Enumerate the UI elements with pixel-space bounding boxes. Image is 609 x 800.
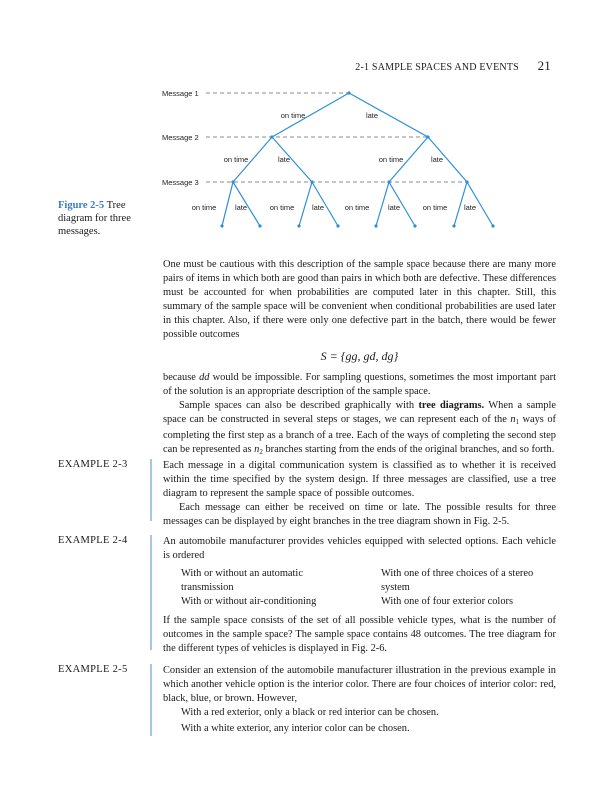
option-item: With or without an automatic transmission (181, 568, 303, 593)
example-rule (150, 535, 152, 650)
figure-caption-text: Tree diagram for three messages. (58, 200, 131, 237)
leaf-node (491, 224, 494, 227)
text-run: because (163, 372, 200, 383)
label-late: late (277, 155, 291, 164)
node (270, 135, 273, 138)
label-late: late (365, 111, 379, 120)
example-label: EXAMPLE 2-5 (58, 664, 128, 675)
label-late: late (387, 203, 401, 212)
subscript: 2 (259, 448, 263, 457)
page-number: 21 (537, 58, 551, 73)
leaf-node (374, 224, 377, 227)
section-title: 2-1 SAMPLE SPACES AND EVENTS (355, 62, 519, 73)
level-label-3: Message 3 (162, 178, 199, 187)
node (387, 180, 390, 183)
paragraph-3 (163, 399, 556, 459)
example-body (163, 459, 556, 529)
label-on-time: on time (378, 155, 404, 164)
options-list (181, 567, 556, 607)
text-run: would be impossible. For sampling questions, sometimes the most important part of the solution is an appropriate description of the sample space. (163, 372, 556, 398)
leaf-node (336, 224, 339, 227)
condition-list (181, 706, 556, 736)
variable: dd (199, 372, 210, 383)
label-on-time: on time (269, 203, 295, 212)
level-label-1: Message 1 (162, 89, 199, 98)
condition-item: With a white exterior, any interior color can be chosen. (181, 723, 410, 735)
branch-l3a-on (222, 182, 233, 226)
example-paragraph: Each message can either be received on time or late. The possible results for three messages can be displayed by eight branches in the tree diagram shown in Fig. 2-5. (163, 502, 556, 528)
example-body (163, 664, 556, 706)
paragraph (163, 258, 556, 343)
branch-labels (192, 111, 476, 212)
paragraph-1: One must be cautious with this description of the sample space because there are many more pairs of items in which both are good than pairs in which both are defective. These differences must be accounted for when probabilities are computed later in this chapter. Still, this summary of the sample space will be convenient when conditional probabilities are used later in this chapter. Also, if there were only one defective part in the batch, there would be fewer possible outcomes (163, 259, 556, 341)
variable: n (254, 444, 260, 456)
node (310, 180, 313, 183)
condition-item: With a red exterior, only a black or red interior can be chosen. (181, 707, 439, 718)
label-late: late (234, 203, 248, 212)
variable: n (510, 414, 516, 426)
figure-caption (58, 199, 150, 238)
text-run: branches starting from the ends of the original branches, and so forth. (262, 444, 555, 456)
label-on-time: on time (223, 155, 249, 164)
figure-label: Figure 2-5 (58, 200, 105, 211)
equation: S = {gg, gd, dg} (320, 349, 399, 363)
example-paragraph: Each message in a digital communication system is classified as to whether it is received within the time specified by the system design. If three messages are classified, use a tree diagram to represent the sample space of possible outcomes. (163, 460, 556, 500)
option-item: With one of three choices of a stereo system (381, 568, 534, 593)
label-on-time: on time (191, 203, 217, 212)
example-body (163, 535, 556, 563)
label-on-time: on time (280, 111, 306, 120)
branch-l3b-on (299, 182, 312, 226)
level-label-2: Message 2 (162, 133, 199, 142)
leaf-node (452, 224, 455, 227)
label-late: late (311, 203, 325, 212)
example-label: EXAMPLE 2-3 (58, 459, 128, 470)
example-rule (150, 459, 152, 521)
text-run: When a sample space can be constructed in several steps or stages, we can represent each of the (163, 400, 556, 426)
label-late: late (430, 155, 444, 164)
leaf-node (297, 224, 300, 227)
label-late: late (463, 203, 477, 212)
example-label: EXAMPLE 2-4 (58, 535, 128, 546)
node (426, 135, 429, 138)
example-body (163, 614, 556, 656)
label-on-time: on time (344, 203, 370, 212)
example-paragraph: Consider an extension of the automobile manufacturer illustration in the previous example in which another vehicle option is the interior color. There are four choices of interior color: red, black, blue, or brown. However, (163, 665, 556, 705)
leaf-node (220, 224, 223, 227)
text-run: ways of completing the first step as a branch of a tree. Each of the ways of completing the second step can be represented as (163, 414, 556, 456)
text-run: Sample spaces can also be described graphically with (179, 400, 419, 412)
option-item: With one of four exterior colors (381, 596, 514, 607)
level-labels (162, 89, 199, 187)
paragraph-block (163, 371, 556, 460)
paragraph-2 (163, 371, 556, 399)
branch-l1-late (349, 93, 428, 137)
subscript: 1 (515, 418, 520, 427)
example-rule (150, 664, 152, 736)
node (465, 180, 468, 183)
leaf-node (258, 224, 261, 227)
option-item: With or without air-conditioning (181, 596, 317, 607)
leaf-node (413, 224, 416, 227)
example-paragraph: If the sample space consists of the set of all possible vehicle types, what is the number of outcomes in the sample space? The sample space contains 48 outcomes. The tree diagram for the different types of vehicles is displayed in Fig. 2-6. (163, 615, 556, 655)
term-bold: tree diagrams. (418, 400, 485, 412)
example-paragraph: An automobile manufacturer provides vehicles equipped with selected options. Each vehicle is ordered (163, 536, 556, 562)
node (231, 180, 234, 183)
label-on-time: on time (422, 203, 448, 212)
node (347, 91, 350, 94)
